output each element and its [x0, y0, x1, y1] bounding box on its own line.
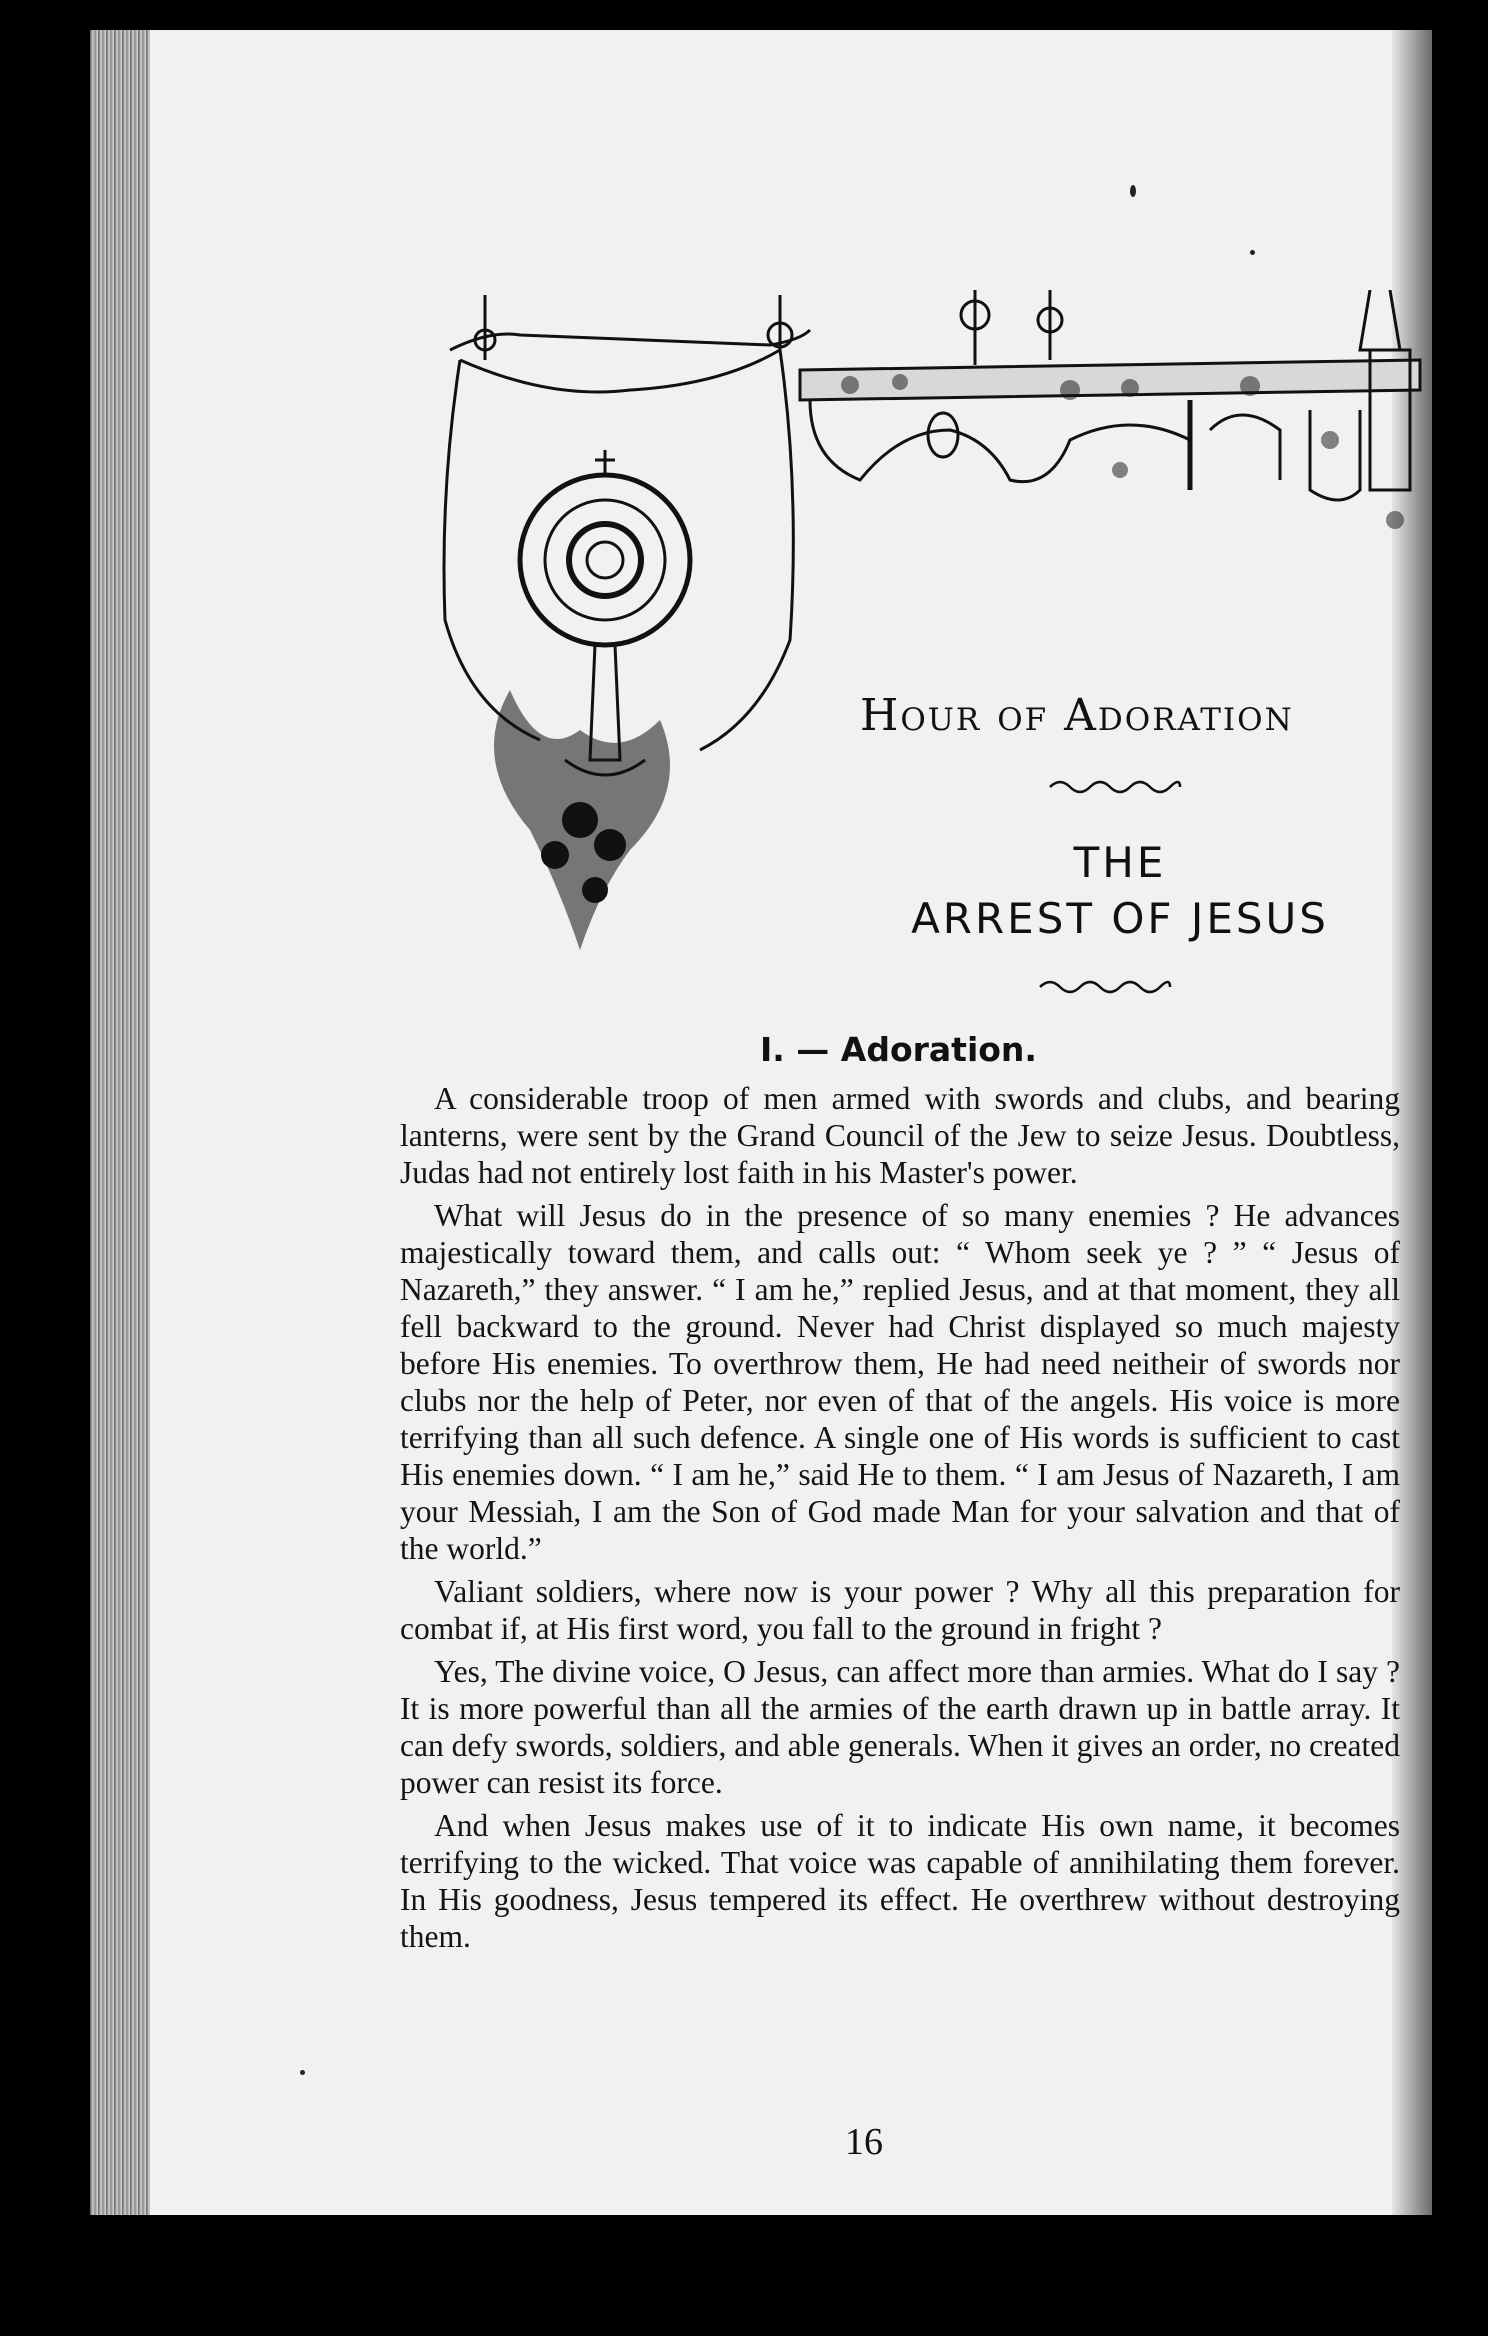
body-text	[400, 1080, 1400, 1961]
paragraph: A considerable troop of men armed with swords and clubs, and bearing lanterns, were sent by the Grand Council of the Jew to seize Jesus. Doubtless, Judas had not entirely lost faith in his Master's power.	[400, 1081, 1400, 1190]
paragraph: What will Jesus do in the presence of so many enemies ? He advances majestically toward them, and calls out: “ Whom seek ye ? ” “ Jesus of Nazareth,” they answer. “ I am he,” replied Jesus, and at that moment, they all fell backward to the ground. Never had Christ displayed so much majesty before His enemies. To overthrow them, He had need neitheir of swords nor clubs nor the help of Peter, nor even of that of the angels. His voice is more terrifying than all such defence. A single one of His words is sufficient to cast His enemies down. “ I am he,” said He to them. “ I am Jesus of Nazareth, I am your Messiah, I am the Son of God made Man for your salvation and that of the world.”	[400, 1198, 1400, 1566]
scan-speck	[1250, 250, 1255, 255]
hour-of-adoration-title: Hour of Adoration	[860, 690, 1294, 741]
chapter-title-line1: THE	[1073, 838, 1167, 887]
chapter-title	[840, 835, 1400, 947]
decorative-swash-icon	[1035, 975, 1175, 997]
page-edge-stack	[90, 30, 150, 2215]
decorative-swash-icon	[1045, 775, 1185, 797]
scan-speck	[300, 2070, 305, 2075]
paragraph: Valiant soldiers, where now is your power ? Why all this preparation for combat if, at His first word, you fall to the ground in fright ?	[400, 1574, 1400, 1646]
page-number: 16	[845, 2121, 883, 2163]
paragraph: And when Jesus makes use of it to indicate His own name, it becomes terrifying to the wicked. That voice was capable of annihilating them forever. In His goodness, Jesus tempered its effect. He overthrew without destroying them.	[400, 1808, 1400, 1954]
chapter-title-line2: ARREST OF JESUS	[911, 894, 1329, 943]
scan-speck	[1130, 185, 1136, 197]
section-heading: I. — Adoration.	[760, 1030, 1037, 1069]
paragraph: Yes, The divine voice, O Jesus, can affect more than armies. What do I say ? It is more powerful than all the armies of the earth drawn up in battle array. It can defy swords, soldiers, and able generals. When it gives an order, no created power can resist its force.	[400, 1654, 1400, 1800]
